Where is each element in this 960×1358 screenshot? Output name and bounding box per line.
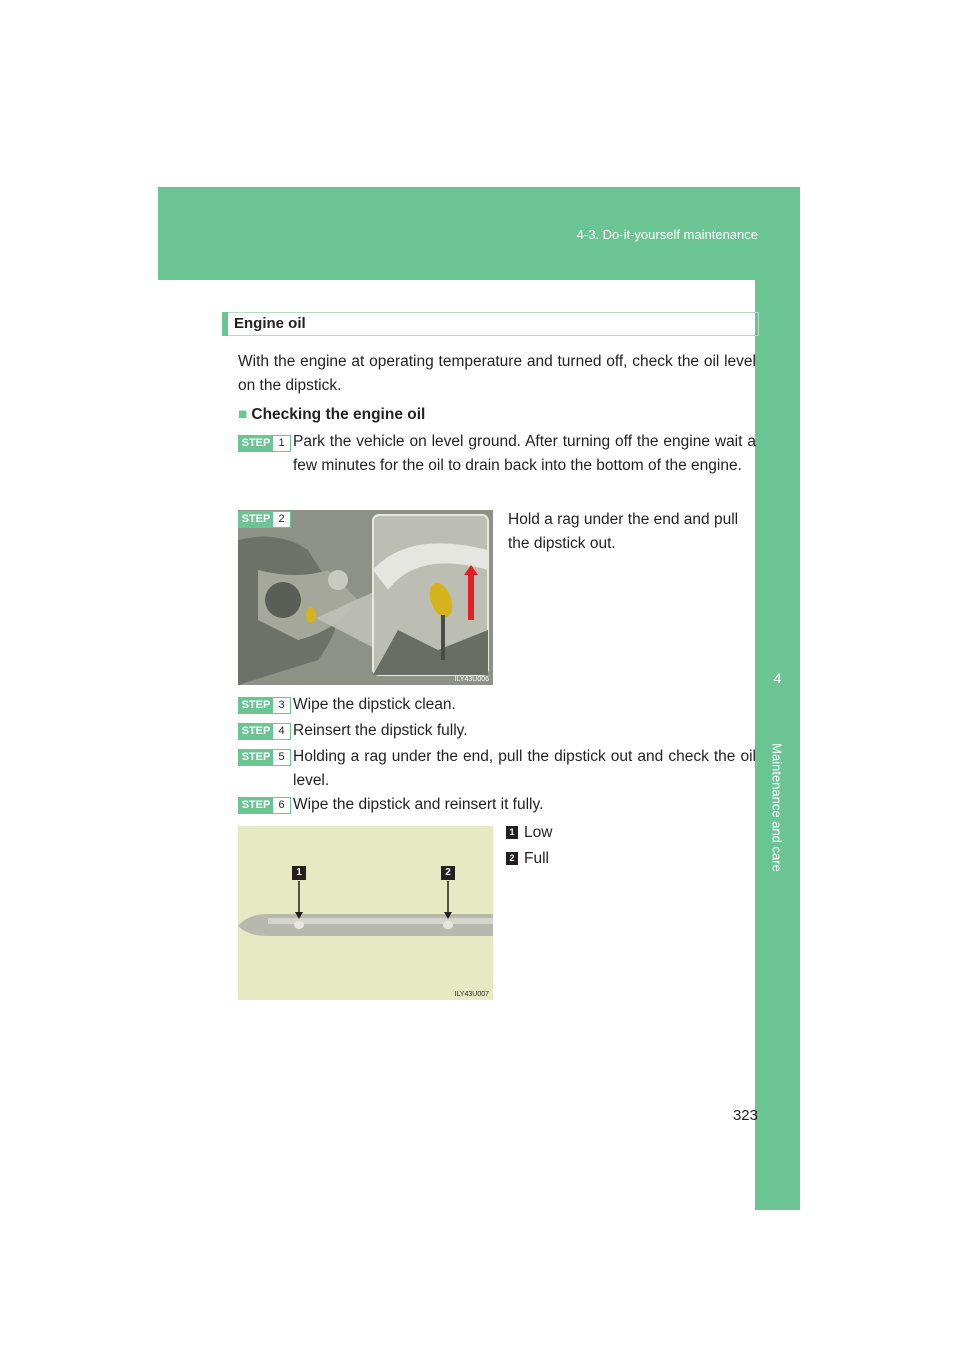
engine-dipstick-figure <box>238 510 493 685</box>
dipstick-level-figure <box>238 826 493 1000</box>
bullet-square-icon: ■ <box>238 406 248 423</box>
figure-code: ILY43U006 <box>454 676 489 683</box>
chapter-title: Maintenance and care <box>769 743 785 872</box>
dipstick-illustration <box>238 826 493 1000</box>
callout-1-label: 1 <box>296 867 302 878</box>
section-heading <box>222 312 759 336</box>
intro-paragraph: With the engine at operating temperature and turned off, check the oil level on the dipstick. <box>238 353 756 394</box>
section-title: Engine oil <box>234 315 306 332</box>
subheading <box>238 406 425 424</box>
step-badge-6: STEP 6 <box>238 797 291 814</box>
callout-2-label: 2 <box>445 867 451 878</box>
engine-illustration <box>238 510 493 685</box>
figure-code: ILY43U007 <box>454 991 489 998</box>
step-badge-2: STEP 2 <box>238 511 291 528</box>
step-4-text: Reinsert the dipstick fully. <box>293 722 468 739</box>
legend-low <box>506 824 552 842</box>
header-band <box>158 187 800 280</box>
step-5-text: Holding a rag under the end, pull the dipstick out and check the oil level. <box>293 748 756 789</box>
step-badge-3: STEP 3 <box>238 697 291 714</box>
legend-full-label: Full <box>524 850 549 867</box>
step-2-text: Hold a rag under the end and pull the dipstick out. <box>508 511 739 552</box>
callout-2-icon: 2 <box>506 852 518 865</box>
step-badge-1: STEP 1 <box>238 435 291 452</box>
step-3-text: Wipe the dipstick clean. <box>293 696 456 713</box>
page-number: 323 <box>732 1107 758 1124</box>
heading-accent <box>222 312 228 336</box>
chapter-number: 4 <box>773 670 782 686</box>
legend-full <box>506 850 549 868</box>
chapter-side-tab <box>755 280 800 1210</box>
callout-1-icon: 1 <box>506 826 518 839</box>
step-badge-4: STEP 4 <box>238 723 291 740</box>
step-6-text: Wipe the dipstick and reinsert it fully. <box>293 796 544 813</box>
legend-low-label: Low <box>524 824 553 841</box>
section-label: 4-3. Do-it-yourself maintenance <box>576 227 758 242</box>
step-badge-5: STEP 5 <box>238 749 291 766</box>
subheading-text: Checking the engine oil <box>251 406 426 423</box>
step-1-text: Park the vehicle on level ground. After turning off the engine wait a few minutes for the oil to drain back into the bottom of the engine. <box>293 433 756 474</box>
